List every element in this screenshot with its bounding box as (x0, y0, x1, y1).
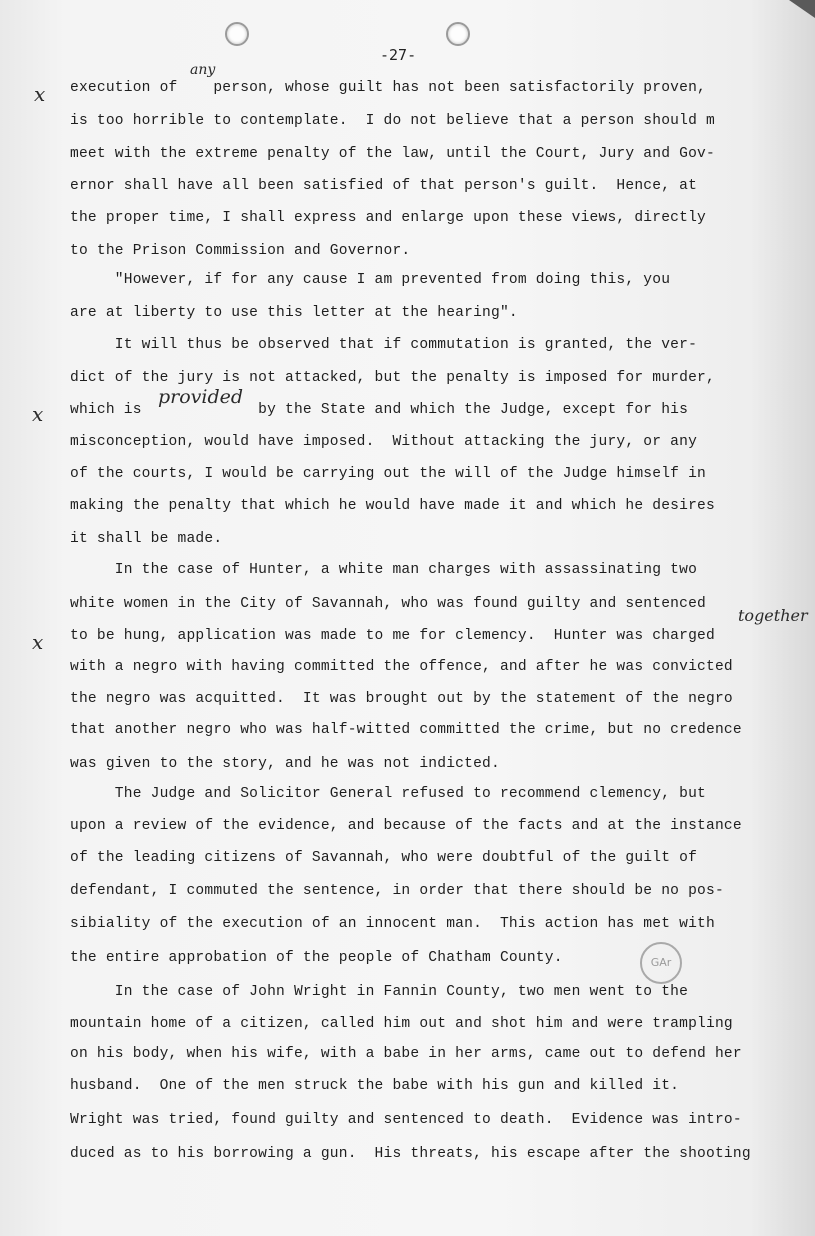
text-line: that another negro who was half-witted committed the crime, but no credence (70, 722, 742, 738)
handwritten-insert-together: together (738, 606, 808, 625)
text-line: In the case of Hunter, a white man charges with assassinating two (70, 562, 698, 578)
text-line: execution of person, whose guilt has not been satisfactorily proven, (70, 80, 706, 96)
text-line: to the Prison Commission and Governor. (70, 243, 411, 259)
text-line: "However, if for any cause I am prevented from doing this, you (70, 272, 671, 288)
folded-corner (789, 0, 815, 18)
text-line: to be hung, application was made to me for clemency. Hunter was charged (70, 628, 715, 644)
text-line: of the courts, I would be carrying out the will of the Judge himself in (70, 466, 706, 482)
text-line: It will thus be observed that if commutation is granted, the ver- (70, 337, 698, 353)
text-line: of the leading citizens of Savannah, who were doubtful of the guilt of (70, 850, 698, 866)
text-line: which is by the State and which the Judge, except for his (70, 402, 689, 418)
margin-mark: x (32, 630, 44, 654)
text-line: with a negro with having committed the offence, and after he was convicted (70, 659, 733, 675)
text-line: dict of the jury is not attacked, but the penalty is imposed for murder, (70, 370, 715, 386)
text-line: are at liberty to use this letter at the hearing". (70, 305, 518, 321)
text-line: upon a review of the evidence, and because of the facts and at the instance (70, 818, 742, 834)
text-line: was given to the story, and he was not indicted. (70, 756, 500, 772)
page-number: -27- (380, 46, 417, 64)
text-line: the negro was acquitted. It was brought out by the statement of the negro (70, 691, 733, 707)
text-line: it shall be made. (70, 531, 223, 547)
text-line: sibiality of the execution of an innocent man. This action has met with (70, 916, 715, 932)
text-line: Wright was tried, found guilty and sentenced to death. Evidence was intro- (70, 1112, 742, 1128)
text-line: In the case of John Wright in Fannin County, two men went to the (70, 984, 689, 1000)
text-line: is too horrible to contemplate. I do not believe that a person should m (70, 113, 715, 129)
text-line: ernor shall have all been satisfied of that person's guilt. Hence, at (70, 178, 698, 194)
text-line: defendant, I commuted the sentence, in order that there should be no pos- (70, 883, 724, 899)
text-line: duced as to his borrowing a gun. His threats, his escape after the shooting (70, 1146, 751, 1162)
handwritten-insert-any: any (190, 62, 216, 78)
punch-hole-right (446, 22, 470, 46)
text-line: on his body, when his wife, with a babe in her arms, came out to defend her (70, 1046, 742, 1062)
text-line: making the penalty that which he would have made it and which he desires (70, 498, 715, 514)
text-line: husband. One of the men struck the babe with his gun and killed it. (70, 1078, 680, 1094)
text-line: the entire approbation of the people of Chatham County. (70, 950, 563, 966)
text-line: meet with the extreme penalty of the law, until the Court, Jury and Gov- (70, 146, 715, 162)
text-line: misconception, would have imposed. Without attacking the jury, or any (70, 434, 698, 450)
handwritten-insert-provided: provided (158, 386, 244, 408)
text-line: mountain home of a citizen, called him out and shot him and were trampling (70, 1016, 733, 1032)
margin-mark: x (32, 402, 44, 426)
margin-mark: x (34, 82, 46, 106)
archive-stamp: GAr (640, 942, 682, 984)
text-line: The Judge and Solicitor General refused to recommend clemency, but (70, 786, 706, 802)
text-line: the proper time, I shall express and enlarge upon these views, directly (70, 210, 706, 226)
punch-hole-left (225, 22, 249, 46)
text-line: white women in the City of Savannah, who was found guilty and sentenced (70, 596, 706, 612)
